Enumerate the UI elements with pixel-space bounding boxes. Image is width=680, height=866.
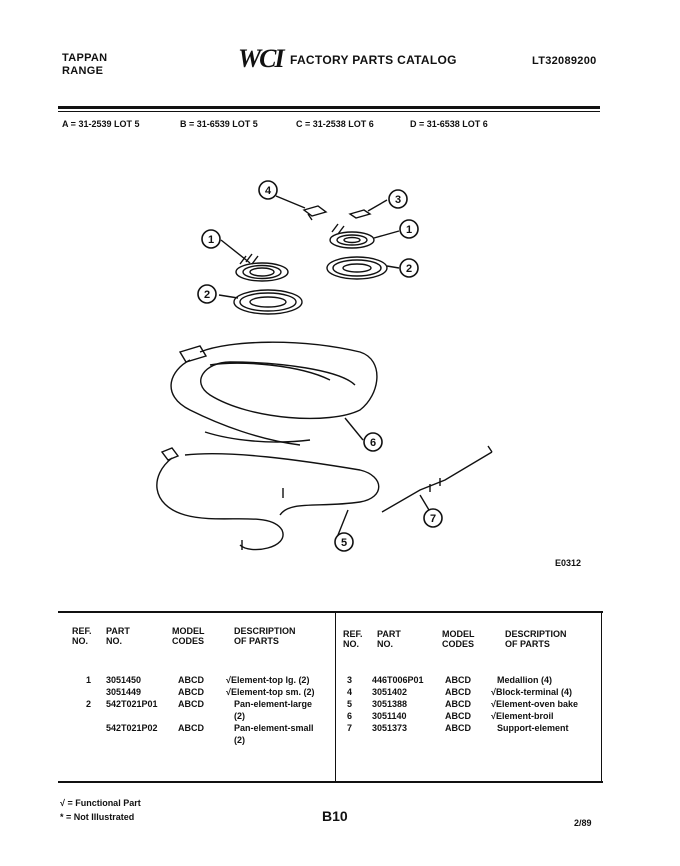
callout-2-right: 2 — [405, 263, 413, 275]
legend-not-illustrated: * = Not Illustrated — [60, 812, 135, 822]
pan-element-small — [327, 257, 387, 279]
model-code-b: B = 31-6539 LOT 5 — [180, 119, 258, 129]
product-type: RANGE — [62, 65, 104, 77]
catalog-title: FACTORY PARTS CATALOG — [290, 53, 457, 67]
header-part-left: PART NO. — [106, 626, 130, 646]
callout-3: 3 — [394, 194, 402, 206]
header-desc-left: DESCRIPTION OF PARTS — [234, 626, 296, 646]
callout-4: 4 — [264, 185, 272, 197]
callout-7: 7 — [429, 513, 437, 525]
revision-date: 2/89 — [574, 818, 592, 828]
table-bottom-rule — [58, 781, 603, 783]
element-oven-bake — [157, 432, 379, 550]
header-part-right: PART NO. — [377, 629, 401, 649]
table-center-divider — [335, 613, 336, 781]
model-code-a: A = 31-2539 LOT 5 — [62, 119, 140, 129]
support-element — [382, 446, 492, 512]
medallion — [350, 210, 370, 218]
callout-1-left: 1 — [207, 234, 215, 246]
header-model-right: MODEL CODES — [442, 629, 475, 649]
callout-6: 6 — [369, 437, 377, 449]
wci-logo: WCI — [238, 44, 283, 73]
block-terminal — [304, 206, 326, 220]
page-number: B10 — [322, 808, 348, 824]
legend-functional-part: √ = Functional Part — [60, 798, 141, 808]
header-desc-right: DESCRIPTION OF PARTS — [505, 629, 567, 649]
model-code-c: C = 31-2538 LOT 6 — [296, 119, 374, 129]
pan-element-large — [234, 290, 302, 314]
header-ref-left: REF. NO. — [72, 626, 92, 646]
callout-5: 5 — [340, 537, 348, 549]
table-right-border — [601, 613, 602, 783]
catalog-number: LT32089200 — [532, 55, 597, 67]
figure-code: E0312 — [555, 558, 582, 568]
element-broil — [171, 342, 377, 445]
callout-1-right: 1 — [405, 224, 413, 236]
element-top-small — [330, 224, 374, 248]
header-model-left: MODEL CODES — [172, 626, 205, 646]
brand-name: TAPPAN — [62, 52, 108, 64]
model-code-d: D = 31-6538 LOT 6 — [410, 119, 488, 129]
callout-2-left: 2 — [203, 289, 211, 301]
header-ref-right: REF. NO. — [343, 629, 363, 649]
table-top-rule — [58, 611, 603, 613]
